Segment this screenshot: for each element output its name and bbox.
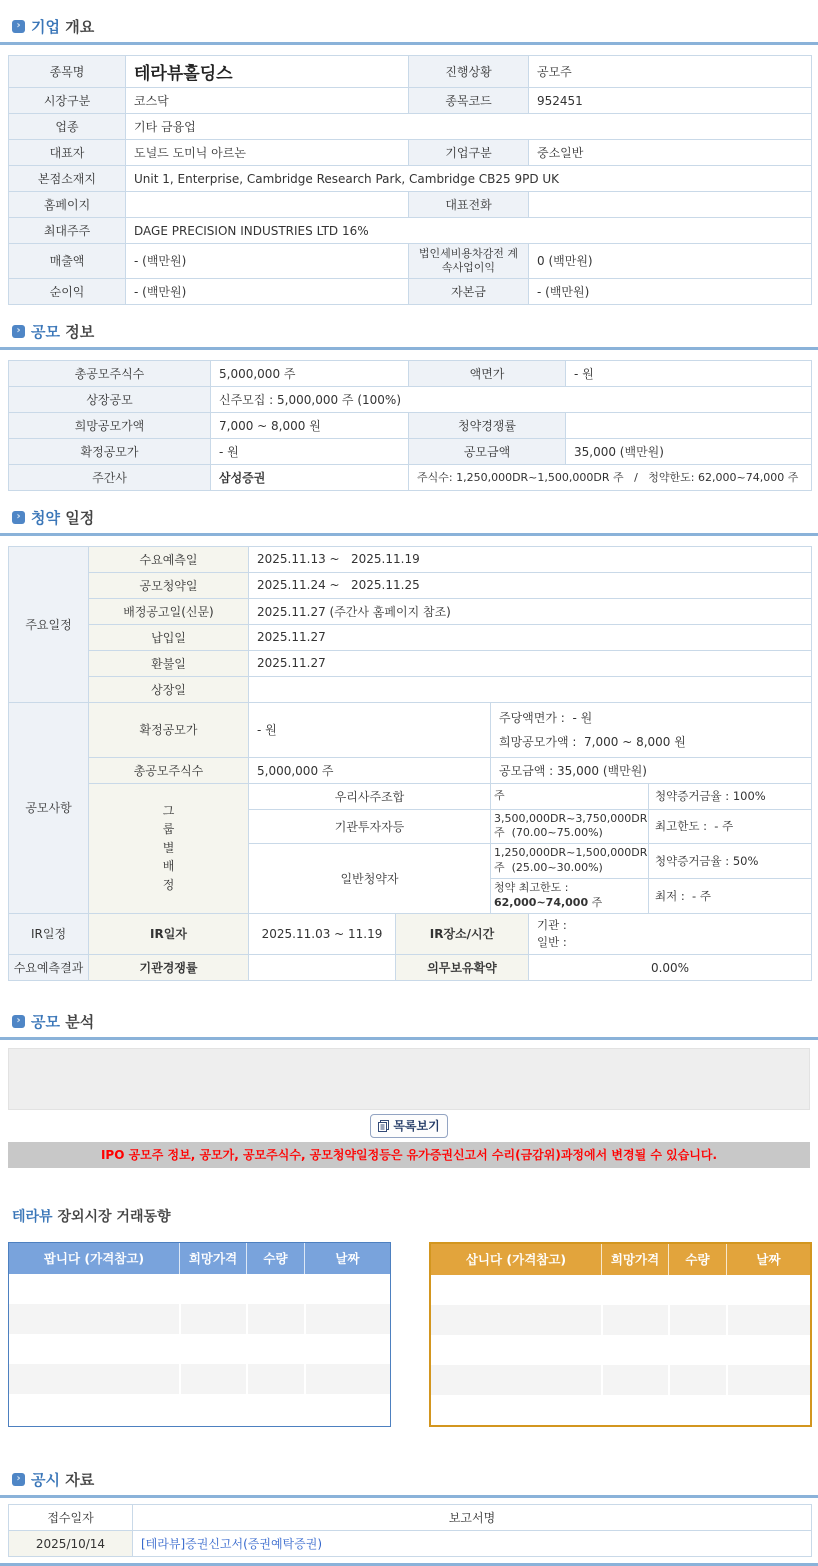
table-row	[9, 360, 812, 386]
offering-analysis-header	[12, 1011, 818, 1032]
total-shares-label: 총공모주식수	[9, 360, 211, 386]
offer-amount-line: 공모금액 : 35,000 (백만원)	[491, 757, 812, 783]
table-row	[9, 412, 812, 438]
retail-allocation: 1,250,000DR~1,500,000DR 주 (25.00~30.00%)	[491, 844, 649, 879]
net-income-value: - (백만원)	[126, 278, 409, 304]
ir-place-label: IR장소/시간	[396, 913, 529, 955]
ipo-detail-page	[0, 16, 818, 1566]
competition-label: 청약경쟁률	[409, 412, 566, 438]
disclosure-header	[12, 1469, 818, 1490]
otc-empty-row	[9, 1334, 390, 1364]
hoped-price-label: 희망공모가액	[9, 412, 211, 438]
institutional-competition-label: 기관경쟁률	[89, 955, 249, 981]
date-column-header: 날짜	[726, 1244, 810, 1275]
section-bullet-icon: ›	[12, 1015, 25, 1028]
ipo-change-notice-bar	[8, 1142, 810, 1168]
document-list-icon	[378, 1120, 390, 1132]
section-title: 청약 일정	[31, 508, 95, 527]
offer-amount-label: 공모금액	[409, 438, 566, 464]
table-row	[9, 464, 812, 490]
list-button-row	[8, 1110, 810, 1142]
main-schedule-group-label: 주요일정	[9, 546, 89, 702]
report-link[interactable]: [테라뷰]증권신고서(증권예탁증권)	[141, 1537, 323, 1552]
par-value-label: 액면가	[409, 360, 566, 386]
otc-tables	[8, 1242, 818, 1427]
retail-margin-note: 청약증거금율 : 50%	[649, 844, 812, 879]
table-row	[9, 572, 812, 598]
pretax-income-label: 법인세비용차감전 계속사업이익	[409, 244, 529, 279]
table-row	[9, 88, 812, 114]
final-price-value: - 원	[211, 438, 409, 464]
table-row	[9, 386, 812, 412]
major-shareholder-value: DAGE PRECISION INDUSTRIES LTD 16%	[126, 218, 812, 244]
hoped-price-column-header: 희망가격	[179, 1243, 246, 1274]
code-value: 952451	[529, 88, 812, 114]
stock-name-value: 테라뷰홀딩스	[126, 56, 409, 88]
report-name-column-header: 보고서명	[133, 1505, 812, 1531]
list-view-button-label: 목록보기	[393, 1119, 440, 1134]
underwriter-label: 주간사	[9, 464, 211, 490]
institutional-allocation: 3,500,000DR~3,750,000DR 주 (70.00~75.00%)	[491, 809, 649, 844]
offering-details-group-label: 공모사항	[9, 702, 89, 913]
receipt-date-value: 2025/10/14	[9, 1531, 133, 1557]
offering-info-header	[12, 321, 818, 342]
company-overview-table	[8, 55, 812, 305]
phone-label: 대표전화	[409, 192, 529, 218]
section-title: 기업 개요	[31, 18, 95, 36]
otc-buy-header-row	[431, 1244, 810, 1275]
quantity-column-header: 수량	[668, 1244, 726, 1275]
company-type-label: 기업구분	[409, 140, 529, 166]
ir-place-value: 기관 : 일반 :	[529, 913, 812, 955]
retail-min-note: 최저 : - 주	[649, 878, 812, 913]
table-row	[9, 955, 812, 981]
total-shares-value: 5,000,000 주	[249, 757, 491, 783]
hoped-price-column-header: 희망가격	[601, 1244, 668, 1275]
status-value: 공모주	[529, 56, 812, 88]
list-view-button[interactable]	[370, 1114, 447, 1138]
major-shareholder-label: 최대주주	[9, 218, 126, 244]
hq-value: Unit 1, Enterprise, Cambridge Research Park, Cambridge CB25 9PD UK	[126, 166, 812, 192]
table-row	[9, 757, 812, 783]
pretax-income-value: 0 (백만원)	[529, 244, 812, 279]
hoped-price-value: 7,000 ~ 8,000 원	[211, 412, 409, 438]
retail-max-subscription: 청약 최고한도 : 62,000~74,000 주	[491, 878, 649, 913]
hoped-price-line: 희망공모가액 : 7,000 ~ 8,000 원	[499, 734, 686, 749]
table-row	[9, 166, 812, 192]
section-bullet-icon: ›	[12, 1473, 25, 1486]
table-row	[9, 624, 812, 650]
homepage-label: 홈페이지	[9, 192, 126, 218]
section-bullet-icon: ›	[12, 20, 25, 33]
payment-date-value: 2025.11.27	[249, 624, 812, 650]
status-label: 진행상황	[409, 56, 529, 88]
table-row	[9, 114, 812, 140]
table-row	[9, 598, 812, 624]
section-divider	[0, 1037, 818, 1040]
analysis-empty-panel	[8, 1048, 810, 1110]
forecast-result-group-label: 수요예측결과	[9, 955, 89, 981]
industry-value: 기타 금융업	[126, 114, 812, 140]
subscription-date-label: 공모청약일	[89, 572, 249, 598]
otc-empty-row	[431, 1335, 810, 1365]
table-row	[9, 783, 812, 809]
section-title: 공시 자료	[31, 1471, 95, 1490]
table-row	[9, 702, 812, 757]
revenue-value: - (백만원)	[126, 244, 409, 279]
section-divider	[0, 42, 818, 45]
demand-forecast-date-value: 2025.11.13 ~ 2025.11.19	[249, 546, 812, 572]
company-type-value: 중소일반	[529, 140, 812, 166]
subscription-schedule-table	[8, 546, 812, 982]
group-allocation-label: 그룹별배정	[89, 783, 249, 913]
section-bullet-icon: ›	[12, 511, 25, 524]
otc-market-title: 테라뷰 장외시장 거래동향	[12, 1209, 171, 1226]
retail-group-label: 일반청약자	[249, 844, 491, 913]
revenue-label: 매출액	[9, 244, 126, 279]
total-shares-value: 5,000,000 주	[211, 360, 409, 386]
ir-date-value: 2025.11.03 ~ 11.19	[249, 913, 396, 955]
institutional-group-label: 기관투자자등	[249, 809, 491, 844]
institutional-competition-value	[249, 955, 396, 981]
subscription-schedule-header	[12, 507, 818, 528]
hq-label: 본점소재지	[9, 166, 126, 192]
final-price-label: 확정공모가	[9, 438, 211, 464]
table-row	[9, 438, 812, 464]
ir-schedule-group-label: IR일정	[9, 913, 89, 955]
offering-info-table	[8, 360, 812, 491]
refund-date-value: 2025.11.27	[249, 650, 812, 676]
table-row	[9, 56, 812, 88]
otc-empty-row	[431, 1365, 810, 1395]
section-divider	[0, 533, 818, 536]
date-column-header: 날짜	[304, 1243, 390, 1274]
section-divider	[0, 347, 818, 350]
subscription-date-value: 2025.11.24 ~ 2025.11.25	[249, 572, 812, 598]
market-label: 시장구분	[9, 88, 126, 114]
phone-value	[529, 192, 812, 218]
final-price-value: - 원	[249, 702, 491, 757]
table-row	[9, 676, 812, 702]
esop-allocation: 주	[491, 783, 649, 809]
homepage-value	[126, 192, 409, 218]
price-info-cell	[491, 702, 812, 757]
report-link-cell	[133, 1531, 812, 1557]
sell-column-header: 팝니다 (가격참고)	[43, 1251, 145, 1267]
table-row	[9, 546, 812, 572]
ir-date-label: IR일자	[89, 913, 249, 955]
lockup-commitment-label: 의무보유확약	[396, 955, 529, 981]
ceo-value: 도널드 도미닉 아르논	[126, 140, 409, 166]
underwriter-detail: 주식수: 1,250,000DR~1,500,000DR 주 / 청약한도: 62,000~74,000 주	[409, 464, 812, 490]
esop-group-label: 우리사주조합	[249, 783, 491, 809]
stock-name-label: 종목명	[9, 56, 126, 88]
table-row	[9, 244, 812, 279]
net-income-label: 순이익	[9, 278, 126, 304]
otc-buy-table	[429, 1242, 812, 1427]
market-value: 코스닥	[126, 88, 409, 114]
final-price-label: 확정공모가	[89, 702, 249, 757]
institutional-max-note: 최고한도 : - 주	[649, 809, 812, 844]
listing-date-value	[249, 676, 812, 702]
listing-offer-value: 신주모집 : 5,000,000 주 (100%)	[211, 386, 812, 412]
otc-empty-row	[9, 1304, 390, 1334]
table-row	[9, 1531, 812, 1557]
section-title: 공모 정보	[31, 322, 95, 341]
table-row	[9, 650, 812, 676]
otc-empty-row	[431, 1395, 810, 1425]
payment-date-label: 납입일	[89, 624, 249, 650]
competition-value	[566, 412, 812, 438]
section-bullet-icon: ›	[12, 325, 25, 338]
industry-label: 업종	[9, 114, 126, 140]
table-row	[9, 140, 812, 166]
capital-value: - (백만원)	[529, 278, 812, 304]
table-row	[9, 192, 812, 218]
section-title: 공모 분석	[31, 1013, 95, 1032]
underwriter-value: 삼성증권	[211, 464, 409, 490]
otc-sell-header-row	[9, 1243, 390, 1274]
listing-date-label: 상장일	[89, 676, 249, 702]
receipt-date-column-header: 접수일자	[9, 1505, 133, 1531]
otc-sell-table	[8, 1242, 391, 1427]
lockup-commitment-value: 0.00%	[529, 955, 812, 981]
listing-offer-label: 상장공모	[9, 386, 211, 412]
refund-date-label: 환불일	[89, 650, 249, 676]
capital-label: 자본금	[409, 278, 529, 304]
esop-margin-note: 청약증거금율 : 100%	[649, 783, 812, 809]
allocation-notice-label: 배정공고일(신문)	[89, 598, 249, 624]
par-value-value: - 원	[566, 360, 812, 386]
quantity-column-header: 수량	[246, 1243, 304, 1274]
otc-empty-row	[431, 1275, 810, 1305]
otc-empty-row	[9, 1364, 390, 1394]
company-overview-header	[12, 16, 818, 37]
otc-empty-row	[431, 1305, 810, 1335]
table-row	[9, 1505, 812, 1531]
buy-column-header: 삽니다 (가격참고)	[465, 1252, 567, 1268]
otc-empty-row	[9, 1274, 390, 1304]
par-value-line: 주당액면가 : - 원	[499, 710, 593, 725]
demand-forecast-date-label: 수요예측일	[89, 546, 249, 572]
table-row	[9, 218, 812, 244]
table-row	[9, 913, 812, 955]
ceo-label: 대표자	[9, 140, 126, 166]
allocation-notice-value: 2025.11.27 (주간사 홈페이지 참조)	[249, 598, 812, 624]
otc-empty-row	[9, 1394, 390, 1424]
disclosure-table	[8, 1504, 812, 1557]
code-label: 종목코드	[409, 88, 529, 114]
table-row	[9, 278, 812, 304]
ipo-change-notice-text: IPO 공모주 정보, 공모가, 공모주식수, 공모청약일정등은 유가증권신고서 수리(금감위)과정에서 변경될 수 있습니다.	[100, 1148, 718, 1163]
offer-amount-value: 35,000 (백만원)	[566, 438, 812, 464]
total-shares-label: 총공모주식수	[89, 757, 249, 783]
